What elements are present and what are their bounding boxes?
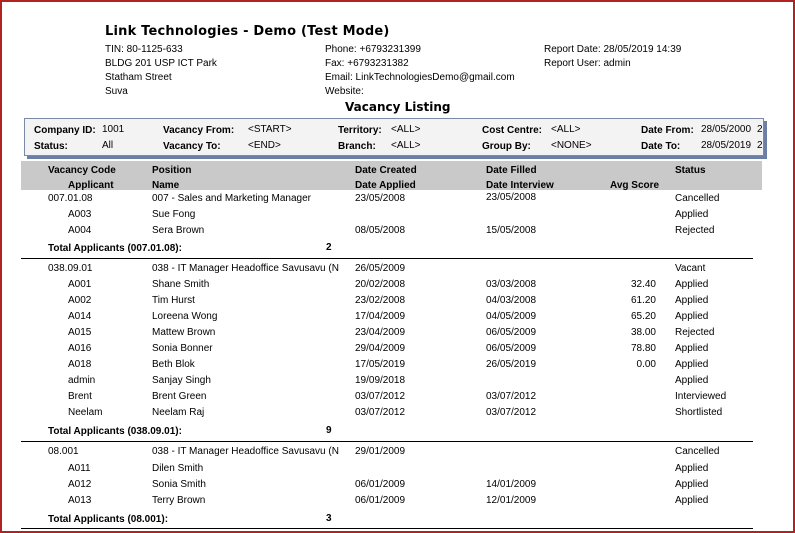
group-separator [21,258,753,259]
group-code: 08.001 [48,446,79,457]
status-label: Status: [34,141,68,152]
group-separator [21,528,753,529]
applicant-date-applied: 19/09/2018 [355,375,406,386]
applicant-status: Applied [675,343,709,354]
applicant-date-applied: 23/04/2009 [355,327,406,338]
applicant-id: A012 [68,479,92,490]
group-total-label: Total Applicants (08.001): [48,514,169,525]
group-date-filled: 23/05/2008 [486,192,537,203]
applicant-status: Applied [675,295,709,306]
branch-label: Branch: [338,141,376,152]
date-to-value: 28/05/2019 [701,140,752,151]
applicant-avg-score: 38.00 [630,327,656,338]
company-title: Link Technologies - Demo (Test Mode) [105,24,390,39]
applicant-date-applied: 03/07/2012 [355,407,406,418]
col-avg-score: Avg Score [610,180,660,191]
date-from-label: Date From: [641,125,694,136]
vacancy-from-label: Vacancy From: [163,125,235,136]
group-total-label: Total Applicants (038.09.01): [48,426,182,437]
applicant-status: Shortlisted [675,407,723,418]
applicant-id: A013 [68,495,92,506]
col-date-filled: Date Filled [486,165,537,176]
applicant-date-applied: 17/05/2019 [355,359,406,370]
applicant-date-interview: 03/03/2008 [486,279,537,290]
group-position: 038 - IT Manager Headoffice Savusavu (N [152,263,339,274]
company-address-3: Suva [105,86,128,97]
applicant-name: Mattew Brown [152,327,216,338]
company-email: Email: LinkTechnologiesDemo@gmail.com [325,72,515,83]
applicant-date-applied: 17/04/2009 [355,311,406,322]
applicant-date-applied: 20/02/2008 [355,279,406,290]
group-code: 007.01.08 [48,193,93,204]
applicant-id: Neelam [68,407,103,418]
territory-value: <ALL> [391,124,421,135]
applicant-name: Tim Hurst [152,295,195,306]
applicant-id: A016 [68,343,92,354]
company-id-value: 1001 [102,124,125,135]
company-address-1: BLDG 201 USP ICT Park [105,58,217,69]
applicant-date-interview: 12/01/2009 [486,495,537,506]
company-id-label: Company ID: [34,125,96,136]
col-date-applied: Date Applied [355,180,416,191]
cost-centre-value: <ALL> [551,124,581,135]
applicant-avg-score: 78.80 [630,343,656,354]
applicant-id: A001 [68,279,92,290]
applicant-id: A002 [68,295,92,306]
applicant-date-interview: 03/07/2012 [486,407,537,418]
group-total-count: 3 [326,513,332,524]
applicant-avg-score: 0.00 [636,359,656,370]
applicant-status: Rejected [675,225,715,236]
col-vacancy-code: Vacancy Code [48,165,116,176]
applicant-status: Applied [675,375,709,386]
applicant-avg-score: 32.40 [630,279,656,290]
group-date-created: 29/01/2009 [355,446,406,457]
applicant-id: A018 [68,359,92,370]
applicant-date-applied: 08/05/2008 [355,225,406,236]
vacancy-to-label: Vacancy To: [163,141,221,152]
col-status: Status [675,165,706,176]
group-by-label: Group By: [482,141,531,152]
vacancy-to-value: <END> [248,140,281,151]
vacancy-from-value: <START> [248,124,292,135]
applicant-id: A011 [68,463,91,474]
applicant-status: Applied [675,359,709,370]
applicant-name: Neelam Raj [152,407,205,418]
applicant-name: Brent Green [152,391,207,402]
status-value: All [102,140,114,151]
company-fax: Fax: +6793231382 [325,58,409,69]
applicant-name: Sonia Bonner [152,343,213,354]
company-phone: Phone: +6793231399 [325,44,421,55]
applicant-status: Applied [675,279,709,290]
applicant-name: Sue Fong [152,209,196,220]
group-position: 007 - Sales and Marketing Manager [152,193,311,204]
col-name: Name [152,180,180,191]
applicant-name: Shane Smith [152,279,210,290]
applicant-name: Dilen Smith [152,463,204,474]
applicant-id: A015 [68,327,92,338]
applicant-date-interview: 06/05/2009 [486,327,537,338]
group-separator [21,441,753,442]
territory-label: Territory: [338,125,382,136]
applicant-status: Applied [675,479,709,490]
group-by-value: <NONE> [551,140,592,151]
applicant-id: A014 [68,311,92,322]
group-total-count: 2 [326,242,332,253]
applicant-date-interview: 26/05/2019 [486,359,537,370]
applicant-date-applied: 29/04/2009 [355,343,406,354]
group-code: 038.09.01 [48,263,93,274]
applicant-date-applied: 03/07/2012 [355,391,406,402]
company-website: Website: [325,86,364,97]
applicant-status: Applied [675,209,709,220]
applicant-name: Sanjay Singh [152,375,211,386]
group-total-label: Total Applicants (007.01.08): [48,243,182,254]
applicant-name: Sonia Smith [152,479,206,490]
group-status: Vacant [675,263,706,274]
applicant-date-interview: 03/07/2012 [486,391,537,402]
applicant-name: Beth Blok [152,359,195,370]
applicant-date-interview: 04/05/2009 [486,311,537,322]
applicant-id: admin [68,375,96,386]
cost-centre-label: Cost Centre: [482,125,543,136]
applicant-id: A004 [68,225,92,236]
applicant-date-interview: 14/01/2009 [486,479,537,490]
branch-value: <ALL> [391,140,421,151]
col-position: Position [152,165,192,176]
date-to-truncated: 2 [757,140,763,151]
report-title: Vacancy Listing [345,100,451,114]
group-date-created: 26/05/2009 [355,263,406,274]
company-address-2: Statham Street [105,72,172,83]
col-date-interview: Date Interview [486,180,554,191]
applicant-date-applied: 06/01/2009 [355,479,406,490]
group-status: Cancelled [675,193,720,204]
col-date-created: Date Created [355,165,417,176]
group-total-count: 9 [326,425,332,436]
group-status: Cancelled [675,446,720,457]
company-tin: TIN: 80-1125-633 [105,44,183,55]
date-from-value: 28/05/2000 [701,124,752,135]
group-position: 038 - IT Manager Headoffice Savusavu (N [152,446,339,457]
applicant-id: Brent [68,391,92,402]
applicant-name: Terry Brown [152,495,206,506]
report-user: Report User: admin [544,58,631,69]
applicant-date-interview: 04/03/2008 [486,295,537,306]
applicant-date-applied: 06/01/2009 [355,495,406,506]
applicant-status: Applied [675,311,709,322]
applicant-name: Loreena Wong [152,311,218,322]
applicant-date-interview: 06/05/2009 [486,343,537,354]
date-from-truncated: 2 [757,124,763,135]
report-date: Report Date: 28/05/2019 14:39 [544,44,682,55]
col-applicant: Applicant [68,180,114,191]
applicant-status: Applied [675,495,709,506]
applicant-avg-score: 65.20 [630,311,656,322]
applicant-name: Sera Brown [152,225,205,236]
applicant-status: Interviewed [675,391,727,402]
applicant-status: Rejected [675,327,715,338]
applicant-date-applied: 23/02/2008 [355,295,406,306]
applicant-id: A003 [68,209,92,220]
date-to-label: Date To: [641,141,681,152]
applicant-avg-score: 61.20 [630,295,656,306]
group-date-created: 23/05/2008 [355,193,406,204]
applicant-status: Applied [675,463,709,474]
applicant-date-interview: 15/05/2008 [486,225,537,236]
